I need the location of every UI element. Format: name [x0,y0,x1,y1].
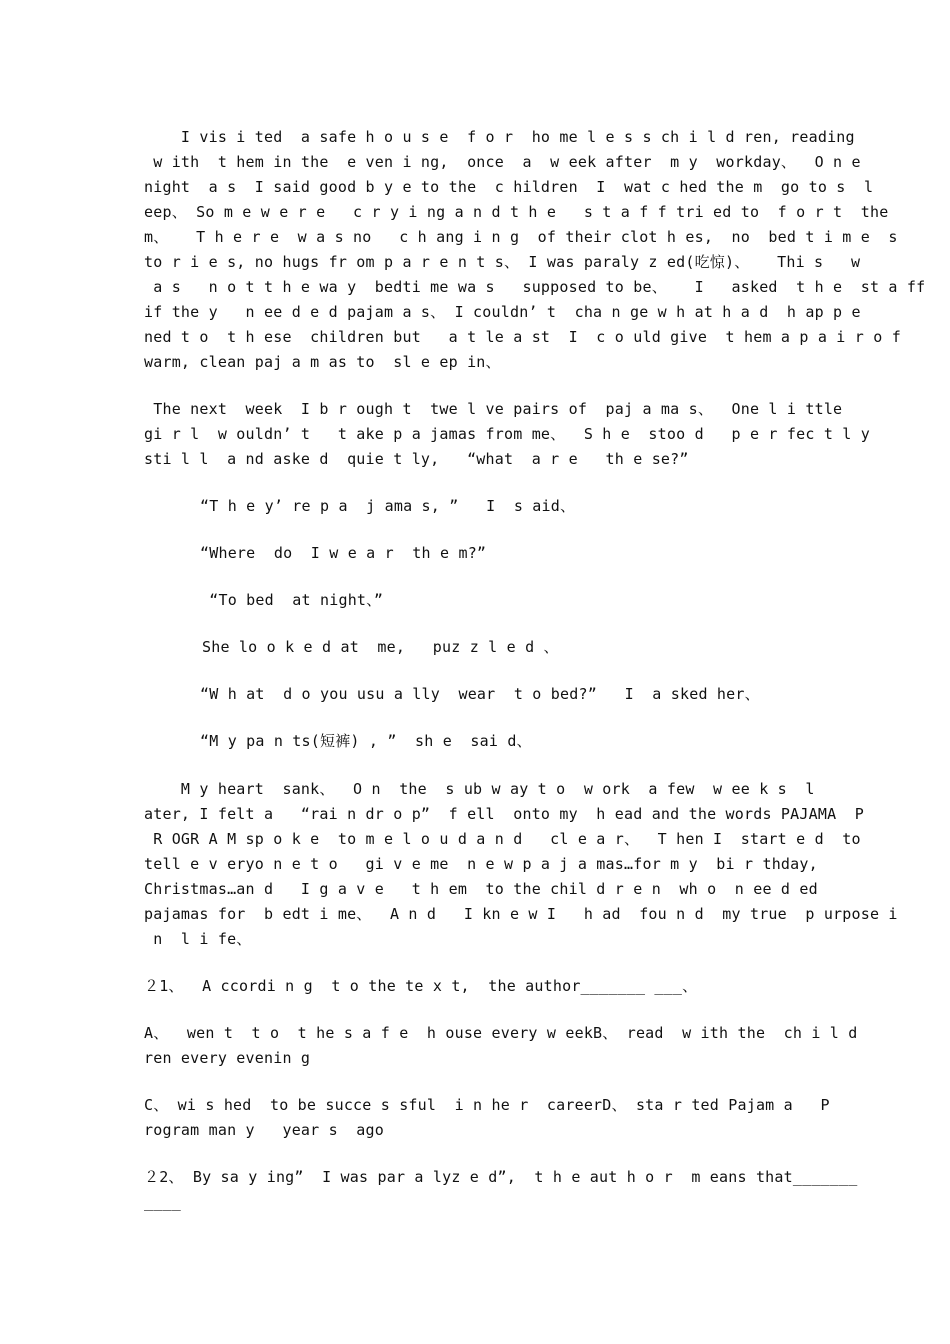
question-21-option-line: ren every evenin g [144,1049,311,1067]
paragraph-2-line: sti l l a nd aske d quie t ly, “what a r e th e se?” [144,450,689,468]
paragraph-1-line: w ith t hem in the e ven i ng, once a w eek after m y workday、 O n e [144,153,861,171]
dialogue-line: “To bed at night、” [200,591,384,609]
dialogue-line: “W h at d o you usu a lly wear t o bed?” I a sked her、 [200,685,760,703]
paragraph-1-line: a s n o t t h e wa y bedti me wa s supposed to be、 I asked t h e st a ff [144,278,926,296]
question-21-option-line: A、 wen t t o t he s a f e h ouse every w eekB、 read w ith the ch i l d [144,1024,858,1042]
question-22-answer-blank: ____ [144,1193,181,1211]
dialogue-line: “T h e y’ re p a j ama s, ” I s aid、 [200,497,576,515]
question-21-option-line: rogram man y year s ago [144,1121,384,1139]
paragraph-1-line: m、 T h e r e w a s no c h ang i n g of their clot h es, no bed t i m e s [144,228,898,246]
question-21-option-line: C、 wi s hed to be succe s sful i n he r careerD、 sta r ted Pajam a P [144,1096,830,1114]
paragraph-2-line: gi r l w ouldn’ t t ake p a jamas from me、 S h e stoo d p e r fec t l y [144,425,870,443]
dialogue-line: “M y pa n ts(短裤) , ” sh e sai d、 [200,732,532,750]
dialogue-line: “Where do I w e a r th e m?” [200,544,487,562]
paragraph-1-line: I vis i ted a safe h o u s e f o r ho me l e s s ch i l d ren, reading [144,128,855,146]
paragraph-3-line: pajamas for b edt i me、 A n d I kn e w I h ad fou n d my true p urpose i [144,905,898,923]
paragraph-1-line: warm, clean paj a m as to sl e ep in、 [144,353,501,371]
paragraph-3-line: tell e v eryo n e t o gi v e me n e w p a j a mas…for m y bi r thday, [144,855,818,873]
question-21-stem: ２1、 A ccordi n g t o the te x t, the author_______ ___、 [144,977,698,995]
paragraph-1-line: eep、 So m e w e r e c r y i ng a n d t h e s t a f f tri ed to f o r t the [144,203,889,221]
paragraph-1-line: ned t o t h ese children but a t le a st I c o uld give t hem a p a i r o f [144,328,901,346]
paragraph-1-line: if the y n ee d e d pajam a s、 I couldn’ t cha n ge w h at h a d h ap p e [144,303,861,321]
paragraph-3-line: M y heart sank、 O n the s ub w ay t o w ork a few w ee k s l [144,780,815,798]
paragraph-2-line: The next week I b r ough t twe l ve pairs of paj a ma s、 One l i ttle [144,400,843,418]
paragraph-3-line: ater, I felt a “rai n dr o p” f ell onto my h ead and the words PAJAMA P [144,805,864,823]
paragraph-3-line: R OGR A M sp o k e to m e l o u d a n d cl e a r、 T hen I start e d to [144,830,861,848]
dialogue-line: She lo o k e d at me, puz z l e d 、 [202,638,559,656]
paragraph-3-line: Christmas…an d I g a v e t h em to the chil d r e n wh o n ee d ed [144,880,818,898]
paragraph-3-line: n l i fe、 [144,930,252,948]
question-22-stem: ２2、 By sa y ing” I was par a lyz e d”, t h e aut h o r m eans that_______ [144,1168,858,1186]
paragraph-1-line: night a s I said good b y e to the c hildren I wat c hed the m go to s l [144,178,874,196]
paragraph-1-line: to r i e s, no hugs fr om p a r e n t s、 I was paraly z ed(吃惊)、 Thi s w [144,253,861,271]
